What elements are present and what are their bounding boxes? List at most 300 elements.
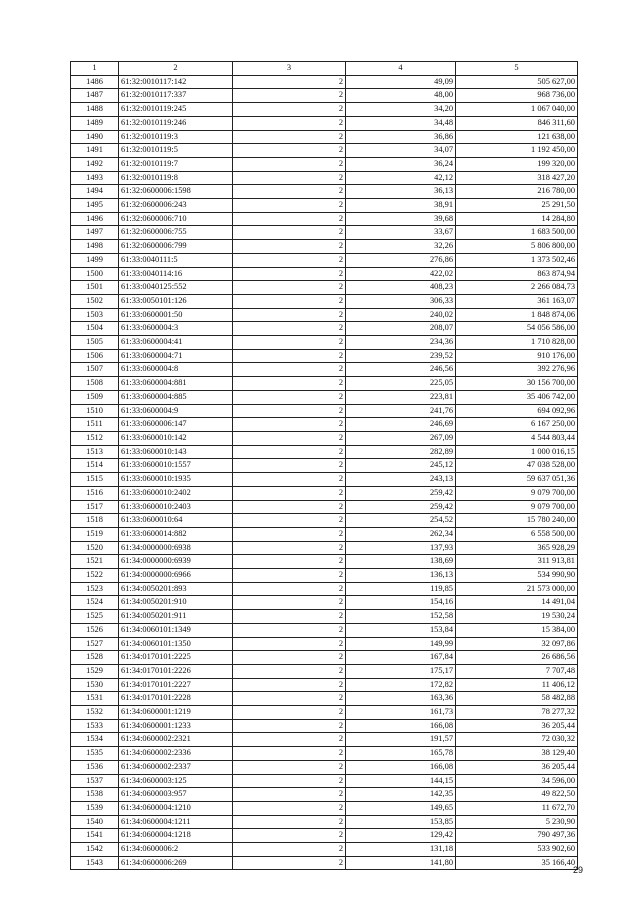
table-row [71,157,578,171]
cell-col-5: 58 482,88 [456,692,578,706]
cell-col-1: 1489 [71,116,119,130]
cell-col-3: 2 [233,569,346,583]
table-row [71,185,578,199]
cell-col-2: 61:33:0600001:50 [119,308,233,322]
cell-col-5: 7 707,48 [456,664,578,678]
cell-col-5: 392 276,96 [456,363,578,377]
cell-col-4: 422,02 [346,267,456,281]
cell-col-5: 311 913,81 [456,555,578,569]
cell-col-1: 1491 [71,144,119,158]
cell-col-5: 59 637 051,36 [456,473,578,487]
cell-col-3: 2 [233,281,346,295]
cell-col-4: 38,91 [346,199,456,213]
cell-col-5: 35 406 742,00 [456,390,578,404]
cell-col-4: 408,23 [346,281,456,295]
cell-col-2: 61:33:0600010:1935 [119,473,233,487]
cell-col-3: 2 [233,226,346,240]
cell-col-4: 42,12 [346,171,456,185]
table-row [71,390,578,404]
cell-col-1: 1517 [71,500,119,514]
cell-col-1: 1505 [71,336,119,350]
cell-col-2: 61:34:0600006:269 [119,856,233,870]
cell-col-4: 34,20 [346,103,456,117]
table-row [71,664,578,678]
cell-col-3: 2 [233,473,346,487]
cell-col-3: 2 [233,157,346,171]
cell-col-2: 61:34:0170101:2227 [119,678,233,692]
cell-col-1: 1508 [71,377,119,391]
cell-col-5: 38 129,40 [456,747,578,761]
cell-col-5: 15 780 240,00 [456,514,578,528]
table-row [71,569,578,583]
cell-col-3: 2 [233,706,346,720]
cell-col-2: 61:32:0010119:7 [119,157,233,171]
cell-col-1: 1486 [71,75,119,89]
cell-col-5: 9 079 700,00 [456,486,578,500]
cell-col-1: 1527 [71,637,119,651]
cell-col-3: 2 [233,212,346,226]
cell-col-1: 1541 [71,829,119,843]
cell-col-5: 121 638,00 [456,130,578,144]
table-row [71,856,578,870]
table-row [71,226,578,240]
cell-col-4: 166,08 [346,719,456,733]
cell-col-4: 267,09 [346,431,456,445]
table-row [71,294,578,308]
table-row [71,267,578,281]
cell-col-3: 2 [233,678,346,692]
cell-col-3: 2 [233,116,346,130]
table-row [71,144,578,158]
cell-col-5: 14 284,80 [456,212,578,226]
cell-col-4: 246,56 [346,363,456,377]
cell-col-4: 136,13 [346,569,456,583]
cell-col-1: 1507 [71,363,119,377]
cell-col-1: 1525 [71,610,119,624]
cell-col-4: 262,34 [346,527,456,541]
cell-col-2: 61:32:0600006:710 [119,212,233,226]
table-row [71,445,578,459]
cell-col-3: 2 [233,377,346,391]
cell-col-3: 2 [233,308,346,322]
cell-col-5: 694 092,96 [456,404,578,418]
table-row [71,788,578,802]
cell-col-1: 1488 [71,103,119,117]
table-row [71,322,578,336]
cell-col-1: 1498 [71,240,119,254]
cell-col-1: 1487 [71,89,119,103]
cell-col-2: 61:34:0600006:2 [119,843,233,857]
cell-col-1: 1500 [71,267,119,281]
cell-col-1: 1502 [71,294,119,308]
cell-col-2: 61:34:0060101:1350 [119,637,233,651]
cell-col-1: 1504 [71,322,119,336]
cell-col-2: 61:34:0600004:1218 [119,829,233,843]
cell-col-1: 1528 [71,651,119,665]
cell-col-4: 306,33 [346,294,456,308]
table-row [71,733,578,747]
cell-col-5: 1 848 874,06 [456,308,578,322]
table-row [71,500,578,514]
table-row [71,240,578,254]
cell-col-5: 11 672,70 [456,801,578,815]
cell-col-3: 2 [233,637,346,651]
cell-col-2: 61:33:0600004:9 [119,404,233,418]
cell-col-3: 2 [233,610,346,624]
cell-col-4: 191,57 [346,733,456,747]
cell-col-3: 2 [233,760,346,774]
cell-col-5: 2 266 084,73 [456,281,578,295]
table-row [71,253,578,267]
table-row [71,829,578,843]
cell-col-4: 129,42 [346,829,456,843]
cell-col-4: 234,36 [346,336,456,350]
table-row [71,363,578,377]
table-row [71,623,578,637]
cell-col-5: 199 320,00 [456,157,578,171]
cell-col-4: 138,69 [346,555,456,569]
header-row [71,62,578,76]
cell-col-1: 1501 [71,281,119,295]
cadastral-table [70,61,578,870]
cell-col-2: 61:34:0050201:911 [119,610,233,624]
cell-col-5: 26 686,56 [456,651,578,665]
cell-col-4: 144,15 [346,774,456,788]
cell-col-3: 2 [233,75,346,89]
table-row [71,801,578,815]
table-row [71,75,578,89]
cell-col-1: 1520 [71,541,119,555]
cell-col-4: 48,00 [346,89,456,103]
cell-col-5: 910 176,00 [456,349,578,363]
cell-col-2: 61:34:0600001:1219 [119,706,233,720]
table-row [71,336,578,350]
cell-col-3: 2 [233,651,346,665]
cell-col-5: 21 573 000,00 [456,582,578,596]
cell-col-5: 36 205,44 [456,760,578,774]
cell-col-5: 5 806 800,00 [456,240,578,254]
cell-col-3: 2 [233,459,346,473]
cell-col-2: 61:33:0600004:885 [119,390,233,404]
cell-col-3: 2 [233,185,346,199]
table-row [71,349,578,363]
cell-col-3: 2 [233,582,346,596]
table-row [71,418,578,432]
cell-col-1: 1543 [71,856,119,870]
table-row [71,637,578,651]
cell-col-3: 2 [233,788,346,802]
cell-col-1: 1538 [71,788,119,802]
cell-col-4: 223,81 [346,390,456,404]
cell-col-1: 1494 [71,185,119,199]
cell-col-3: 2 [233,240,346,254]
cell-col-2: 61:32:0010119:3 [119,130,233,144]
cell-col-4: 153,85 [346,815,456,829]
cell-col-1: 1530 [71,678,119,692]
cell-col-3: 2 [233,130,346,144]
cell-col-3: 2 [233,527,346,541]
cell-col-5: 1 192 450,00 [456,144,578,158]
cell-col-4: 152,58 [346,610,456,624]
cell-col-1: 1516 [71,486,119,500]
table-row [71,171,578,185]
cell-col-3: 2 [233,692,346,706]
cell-col-3: 2 [233,541,346,555]
header-col-3: 3 [233,62,346,76]
table-row [71,308,578,322]
table-row [71,555,578,569]
cell-col-4: 225,05 [346,377,456,391]
cell-col-2: 61:32:0600006:755 [119,226,233,240]
cell-col-1: 1535 [71,747,119,761]
cell-col-4: 254,52 [346,514,456,528]
cell-col-1: 1524 [71,596,119,610]
cell-col-2: 61:33:0040125:552 [119,281,233,295]
cell-col-4: 259,42 [346,500,456,514]
cell-col-5: 15 384,00 [456,623,578,637]
cell-col-5: 1 710 828,00 [456,336,578,350]
cell-col-4: 175,17 [346,664,456,678]
table-row [71,212,578,226]
table-row [71,719,578,733]
cell-col-5: 6 558 500,00 [456,527,578,541]
cell-col-1: 1511 [71,418,119,432]
cell-col-3: 2 [233,89,346,103]
cell-col-5: 5 230,90 [456,815,578,829]
table-row [71,199,578,213]
cell-col-3: 2 [233,774,346,788]
cell-col-3: 2 [233,733,346,747]
cell-col-3: 2 [233,336,346,350]
cell-col-3: 2 [233,294,346,308]
cell-col-2: 61:34:0000000:6938 [119,541,233,555]
cell-col-2: 61:32:0600006:243 [119,199,233,213]
cell-col-2: 61:32:0010119:5 [119,144,233,158]
table-row [71,89,578,103]
cell-col-2: 61:34:0060101:1349 [119,623,233,637]
cell-col-1: 1526 [71,623,119,637]
cell-col-5: 14 491,04 [456,596,578,610]
cell-col-2: 61:34:0000000:6939 [119,555,233,569]
cell-col-5: 19 530,24 [456,610,578,624]
table-row [71,843,578,857]
cell-col-4: 142,35 [346,788,456,802]
cell-col-5: 216 780,00 [456,185,578,199]
cell-col-4: 36,13 [346,185,456,199]
cell-col-3: 2 [233,445,346,459]
cell-col-4: 119,85 [346,582,456,596]
cell-col-3: 2 [233,843,346,857]
cell-col-1: 1509 [71,390,119,404]
cell-col-2: 61:34:0600002:2321 [119,733,233,747]
table-header [71,62,578,76]
table-row [71,541,578,555]
cell-col-3: 2 [233,171,346,185]
table-row [71,377,578,391]
cell-col-5: 25 291,50 [456,199,578,213]
cell-col-1: 1490 [71,130,119,144]
cell-col-3: 2 [233,747,346,761]
cell-col-4: 154,16 [346,596,456,610]
cell-col-1: 1531 [71,692,119,706]
cell-col-1: 1514 [71,459,119,473]
cell-col-5: 1 000 016,15 [456,445,578,459]
cell-col-2: 61:34:0600004:1211 [119,815,233,829]
cell-col-1: 1529 [71,664,119,678]
cell-col-1: 1539 [71,801,119,815]
cell-col-1: 1499 [71,253,119,267]
cell-col-1: 1513 [71,445,119,459]
cell-col-1: 1506 [71,349,119,363]
cell-col-4: 32,26 [346,240,456,254]
cell-col-2: 61:32:0010119:246 [119,116,233,130]
table-row [71,514,578,528]
table-row [71,678,578,692]
cell-col-3: 2 [233,486,346,500]
cell-col-4: 149,99 [346,637,456,651]
table-row [71,459,578,473]
cell-col-2: 61:34:0050201:910 [119,596,233,610]
cell-col-5: 36 205,44 [456,719,578,733]
cell-col-4: 276,86 [346,253,456,267]
cell-col-2: 61:33:0600010:2403 [119,500,233,514]
table-row [71,281,578,295]
cell-col-4: 241,76 [346,404,456,418]
cell-col-5: 47 038 528,00 [456,459,578,473]
cell-col-1: 1518 [71,514,119,528]
cell-col-2: 61:34:0600003:125 [119,774,233,788]
cell-col-4: 34,07 [346,144,456,158]
cell-col-1: 1496 [71,212,119,226]
cell-col-3: 2 [233,664,346,678]
cell-col-5: 72 030,32 [456,733,578,747]
cell-col-3: 2 [233,829,346,843]
cell-col-1: 1532 [71,706,119,720]
cell-col-4: 259,42 [346,486,456,500]
cell-col-3: 2 [233,856,346,870]
cell-col-5: 1 373 502,46 [456,253,578,267]
cell-col-3: 2 [233,199,346,213]
header-col-1: 1 [71,62,119,76]
cell-col-3: 2 [233,404,346,418]
cell-col-5: 32 097,86 [456,637,578,651]
cell-col-4: 239,52 [346,349,456,363]
table-row [71,103,578,117]
table-row [71,747,578,761]
cell-col-4: 141,80 [346,856,456,870]
table-row [71,116,578,130]
cell-col-5: 78 277,32 [456,706,578,720]
cell-col-5: 30 156 700,00 [456,377,578,391]
cell-col-3: 2 [233,144,346,158]
cell-col-5: 4 544 803,44 [456,431,578,445]
cell-col-3: 2 [233,363,346,377]
cell-col-5: 846 311,60 [456,116,578,130]
cell-col-2: 61:34:0600002:2337 [119,760,233,774]
cell-col-1: 1492 [71,157,119,171]
cell-col-1: 1533 [71,719,119,733]
cell-col-4: 172,82 [346,678,456,692]
cell-col-3: 2 [233,719,346,733]
cell-col-2: 61:34:0600001:1233 [119,719,233,733]
cell-col-4: 246,69 [346,418,456,432]
cell-col-5: 863 874,94 [456,267,578,281]
cell-col-5: 318 427,20 [456,171,578,185]
cell-col-5: 9 079 700,00 [456,500,578,514]
cell-col-2: 61:33:0600010:1557 [119,459,233,473]
cell-col-5: 49 822,50 [456,788,578,802]
cell-col-5: 505 627,00 [456,75,578,89]
cell-col-2: 61:33:0600004:8 [119,363,233,377]
cell-col-2: 61:33:0600004:881 [119,377,233,391]
cell-col-2: 61:34:0600002:2336 [119,747,233,761]
cell-col-3: 2 [233,267,346,281]
cell-col-5: 35 166,40 [456,856,578,870]
cell-col-1: 1510 [71,404,119,418]
header-col-5: 5 [456,62,578,76]
cell-col-5: 968 736,00 [456,89,578,103]
cell-col-4: 163,36 [346,692,456,706]
cell-col-4: 149,65 [346,801,456,815]
cell-col-2: 61:32:0600006:799 [119,240,233,254]
cell-col-4: 161,73 [346,706,456,720]
cell-col-3: 2 [233,103,346,117]
cell-col-5: 533 902,60 [456,843,578,857]
cell-col-3: 2 [233,390,346,404]
cell-col-5: 790 497,36 [456,829,578,843]
cell-col-4: 208,07 [346,322,456,336]
table-row [71,431,578,445]
cell-col-2: 61:33:0600010:64 [119,514,233,528]
table-body [71,75,578,870]
cell-col-1: 1521 [71,555,119,569]
cell-col-2: 61:34:0600003:957 [119,788,233,802]
cell-col-3: 2 [233,349,346,363]
cell-col-2: 61:33:0040111:5 [119,253,233,267]
cell-col-3: 2 [233,500,346,514]
table-row [71,486,578,500]
cell-col-2: 61:32:0010119:245 [119,103,233,117]
cell-col-3: 2 [233,514,346,528]
cell-col-2: 61:32:0010117:337 [119,89,233,103]
cell-col-1: 1493 [71,171,119,185]
cell-col-1: 1522 [71,569,119,583]
table-row [71,596,578,610]
table-row [71,706,578,720]
cell-col-2: 61:34:0050201:893 [119,582,233,596]
cell-col-2: 61:34:0170101:2226 [119,664,233,678]
cell-col-2: 61:34:0170101:2225 [119,651,233,665]
cell-col-4: 167,84 [346,651,456,665]
cell-col-2: 61:34:0170101:2228 [119,692,233,706]
table-row [71,760,578,774]
cell-col-2: 61:33:0600010:142 [119,431,233,445]
cell-col-4: 33,67 [346,226,456,240]
cell-col-2: 61:33:0600014:882 [119,527,233,541]
cell-col-4: 36,86 [346,130,456,144]
cell-col-1: 1536 [71,760,119,774]
cell-col-4: 165,78 [346,747,456,761]
cell-col-3: 2 [233,418,346,432]
cell-col-5: 11 406,12 [456,678,578,692]
cell-col-1: 1512 [71,431,119,445]
cell-col-1: 1497 [71,226,119,240]
cell-col-4: 131,18 [346,843,456,857]
cell-col-5: 534 990,90 [456,569,578,583]
cell-col-3: 2 [233,253,346,267]
cell-col-1: 1537 [71,774,119,788]
cell-col-2: 61:33:0600004:71 [119,349,233,363]
